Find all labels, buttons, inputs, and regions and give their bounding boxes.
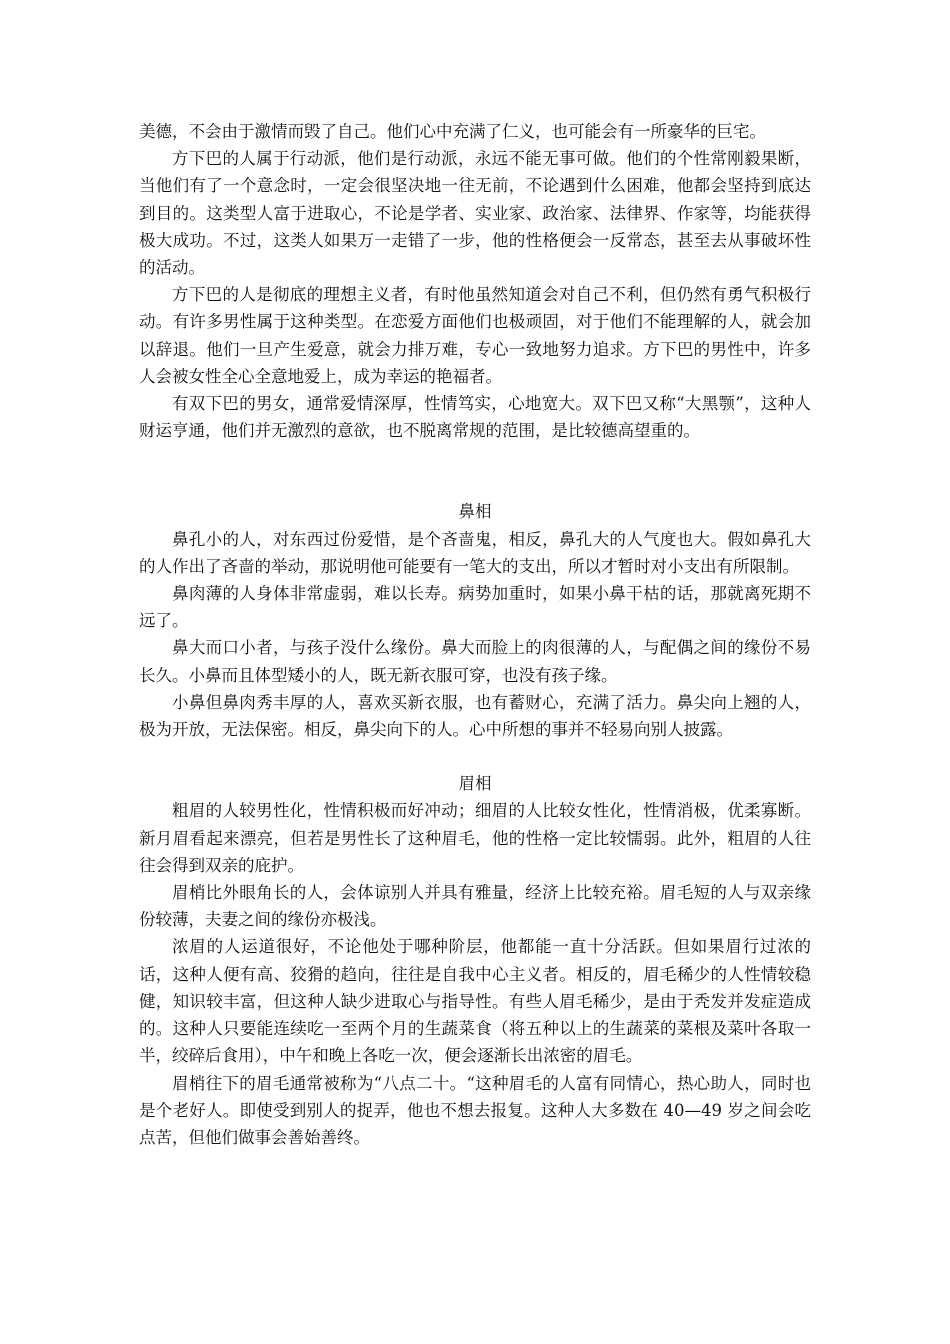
nose-section-title: 鼻相	[458, 502, 492, 522]
nose-paragraph: 小鼻但鼻肉秀丰厚的人，喜欢买新衣服，也有蓄财心，充满了活力。鼻尖向上翘的人，极为开放，无法保密。相反，鼻尖向下的人。心中所想的事并不轻易向别人披露。	[139, 692, 811, 740]
document-page	[139, 118, 811, 1151]
eyebrow-paragraph: 浓眉的人运道很好，不论他处于哪种阶层，他都能一直十分活跃。但如果眉行过浓的话，这种人便有高、狡猾的趋向，往往是自我中心主义者。相反的，眉毛稀少的人性情较稳健，知识较丰富，但这种人缺少进取心与指导性。有些人眉毛稀少，是由于秃发并发症造成的。这种人只要能连续吃一至两个月的生蔬菜食（将五种以上的生蔬菜的菜根及菜叶各取一半，绞碎后食用），中午和晚上各吃一次，便会逐渐长出浓密的眉毛。	[139, 937, 811, 1066]
eyebrow-section-title: 眉相	[458, 774, 492, 794]
nose-paragraph: 鼻大而口小者，与孩子没什么缘份。鼻大而脸上的肉很薄的人，与配偶之间的缘份不易长久。小鼻而且体型矮小的人，既无新衣服可穿，也没有孩子缘。	[139, 638, 811, 685]
intro-paragraph: 有双下巴的男女，通常爱情深厚，性情笃实，心地宽大。双下巴又称“大黑颚”，这种人财运亨通，他们并无激烈的意欲，也不脱离常规的范围，是比较德高望重的。	[139, 394, 811, 441]
intro-paragraph: 方下巴的人属于行动派，他们是行动派，永远不能无事可做。他们的个性常刚毅果断，当他们有了一个意念时，一定会很坚决地一往无前，不论遇到什么困难，他都会坚持到底达到目的。这类型人富于进取心，不论是学者、实业家、政治家、法律界、作家等，均能获得极大成功。不过，这类人如果万一走错了一步，他的性格便会一反常态，甚至去从事破坏性的活动。	[139, 149, 811, 278]
section-spacer	[139, 743, 811, 770]
eyebrow-paragraph: 眉梢往下的眉毛通常被称为“八点二十。“这种眉毛的人富有同情心，热心助人，同时也是个老好人。即使受到别人的捉弄，他也不想去报复。这种人大多数在 40—49 岁之间会吃点苦，但他们做事会善始善终。	[139, 1073, 811, 1147]
section-spacer	[139, 444, 811, 498]
nose-paragraph: 鼻孔小的人，对东西过份爱惜，是个吝啬鬼，相反，鼻孔大的人气度也大。假如鼻孔大的人作出了吝啬的举动，那说明他可能要有一笔大的支出，所以才暂时对小支出有所限制。	[139, 529, 811, 576]
eyebrow-paragraph: 粗眉的人较男性化，性情积极而好冲动；细眉的人比较女性化，性情消极，优柔寡断。新月眉看起来漂亮，但若是男性长了这种眉毛，他的性格一定比较懦弱。此外，粗眉的人往往会得到双亲的庇护。	[139, 801, 811, 875]
intro-paragraph: 方下巴的人是彻底的理想主义者，有时他虽然知道会对自己不利，但仍然有勇气积极行动。有许多男性属于这种类型。在恋爱方面他们也极顽固，对于他们不能理解的人，就会加以辞退。他们一旦产生爱意，就会力排万难，专心一致地努力追求。方下巴的男性中，许多人会被女性全心全意地爱上，成为幸运的艳福者。	[139, 285, 811, 386]
intro-continuation-paragraph: 美德，不会由于激情而毁了自己。他们心中充满了仁义，也可能会有一所豪华的巨宅。	[139, 122, 766, 141]
nose-paragraph: 鼻肉薄的人身体非常虚弱，难以长寿。病势加重时，如果小鼻干枯的话，那就离死期不远了。	[139, 584, 811, 631]
eyebrow-paragraph: 眉梢比外眼角长的人，会体谅别人并具有雅量，经济上比较充裕。眉毛短的人与双亲缘份较薄，夫妻之间的缘份亦极浅。	[139, 883, 811, 930]
